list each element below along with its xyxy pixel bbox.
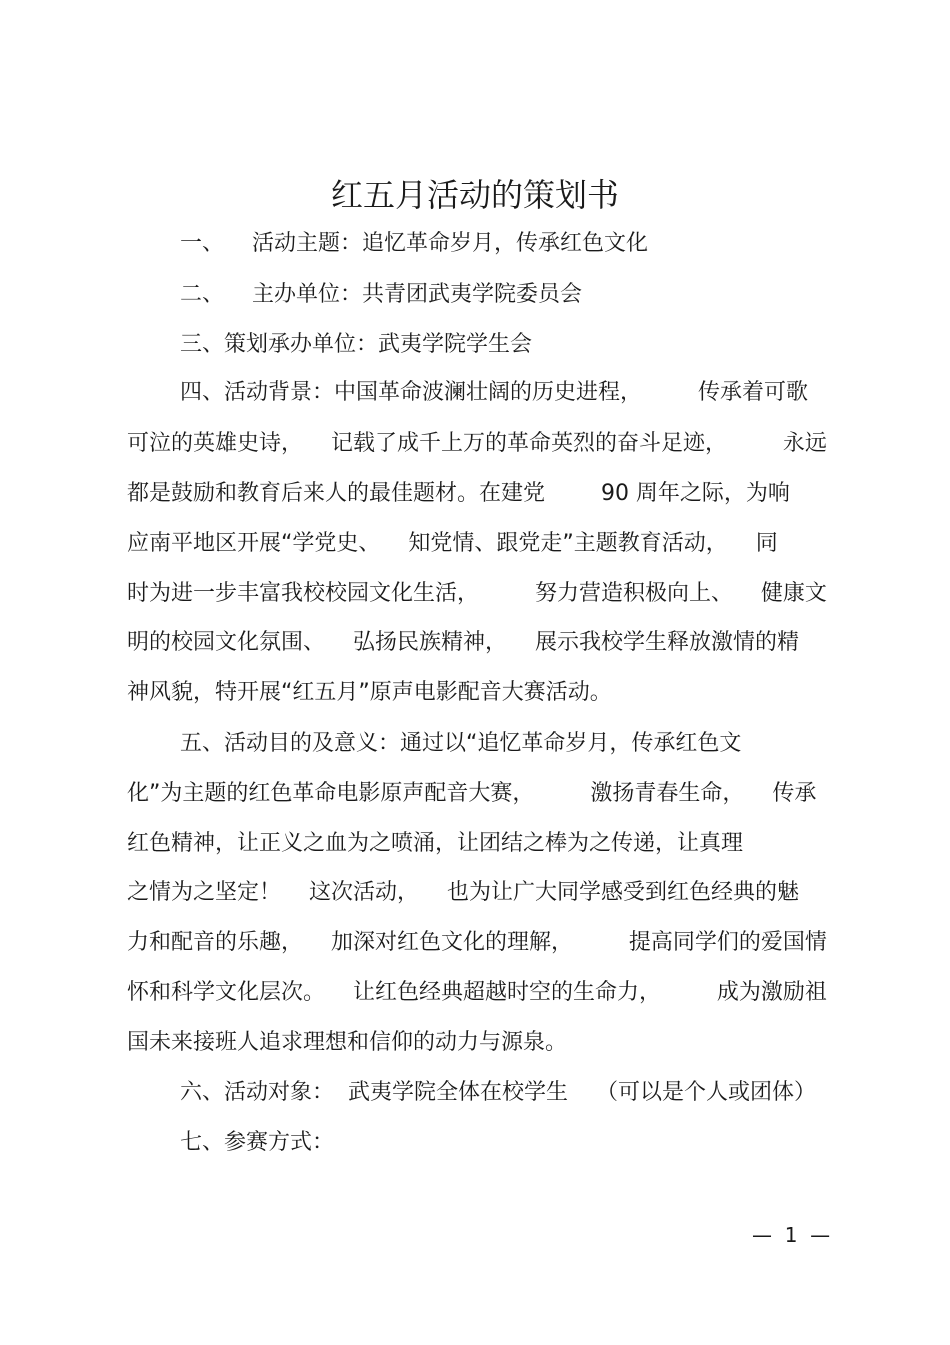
text-line: 三、策划承办单位：武夷学院学生会 [180, 332, 533, 357]
text-line: 七、参赛方式： [180, 1130, 335, 1155]
text-line: 时为进一步丰富我校校园文化生活， 努力营造积极向上、 健康文 [127, 581, 827, 606]
text-line: 六、活动对象： 武夷学院全体在校学生 （可以是个人或团体） [180, 1080, 816, 1105]
text-line: 都是鼓励和教育后来人的最佳题材。在建党 90 周年之际，为响 [127, 481, 790, 506]
text-line: 怀和科学文化层次。 让红色经典超越时空的生命力， 成为激励祖 [127, 980, 827, 1005]
text-line: 化”为主题的红色革命电影原声配音大赛， 激扬青春生命， 传承 [127, 781, 817, 806]
text-line: 红色精神，让正义之血为之喷涌，让团结之棒为之传递，让真理 [127, 831, 744, 856]
text-line: 之情为之坚定！ 这次活动， 也为让广大同学感受到红色经典的魅 [127, 880, 799, 905]
text-line: 一、 活动主题：追忆革命岁月，传承红色文化 [180, 231, 648, 256]
text-line: 力和配音的乐趣， 加深对红色文化的理解， 提高同学们的爱国情 [127, 930, 827, 955]
text-line: 二、 主办单位：共青团武夷学院委员会 [180, 282, 582, 307]
text-line: 神风貌，特开展“红五月”原声电影配音大赛活动。 [127, 680, 612, 705]
text-line: 应南平地区开展“学党史、 知党情、跟党走”主题教育活动， 同 [127, 531, 778, 556]
page-number: — 1 — [752, 1223, 831, 1247]
text-line: 国未来接班人追求理想和信仰的动力与源泉。 [127, 1030, 568, 1055]
text-line: 五、活动目的及意义：通过以“追忆革命岁月，传承红色文 [180, 731, 742, 756]
text-line: 四、活动背景：中国革命波澜壮阔的历史进程， 传承着可歌 [180, 380, 808, 405]
document-title: 红五月活动的策划书 [330, 176, 619, 214]
text-line: 可泣的英雄史诗， 记载了成千上万的革命英烈的奋斗足迹， 永远 [127, 431, 827, 456]
text-line: 明的校园文化氛围、 弘扬民族精神， 展示我校学生释放激情的精 [127, 630, 799, 655]
